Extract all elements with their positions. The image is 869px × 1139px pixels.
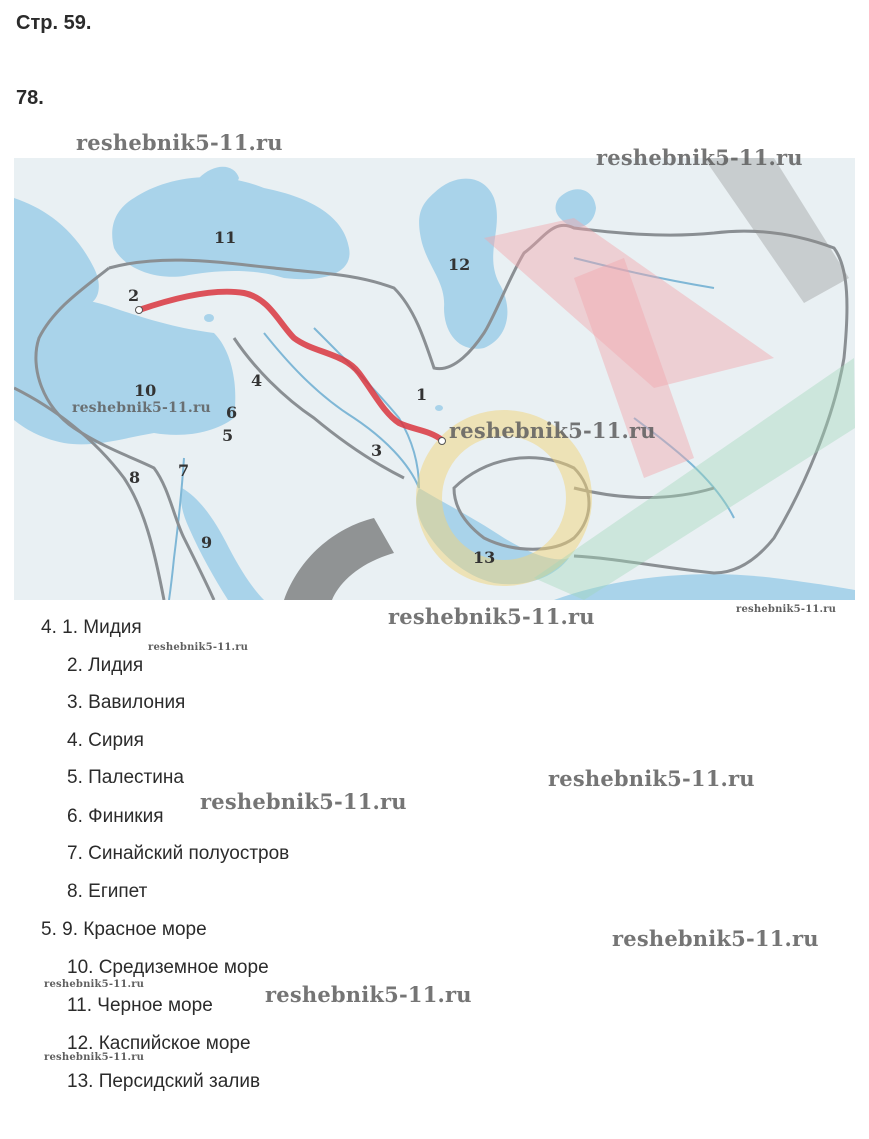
answer-item xyxy=(67,655,143,677)
answer-text: Синайский полуостров xyxy=(88,843,290,864)
answer-text: Сирия xyxy=(88,730,144,751)
answer-item xyxy=(41,919,207,941)
answer-item xyxy=(41,617,142,639)
route-start-marker xyxy=(136,307,143,314)
answer-text: Вавилония xyxy=(88,692,186,713)
answer-text: Египет xyxy=(88,881,148,902)
watermark-text: reshebnik5-11.ru xyxy=(596,145,803,170)
map-label-4: 4 xyxy=(251,371,263,390)
answer-text: Средиземное море xyxy=(98,957,269,978)
answer-text: Мидия xyxy=(83,617,142,638)
answer-number: 6. xyxy=(67,806,83,827)
map-label-9: 9 xyxy=(201,533,213,552)
watermark-text: reshebnik5-11.ru xyxy=(612,926,819,951)
answer-number: 3. xyxy=(67,692,83,713)
watermark-text: reshebnik5-11.ru xyxy=(200,789,407,814)
map-label-6: 6 xyxy=(226,403,238,422)
answer-number: 7. xyxy=(67,843,83,864)
answer-text: Черное море xyxy=(97,995,213,1016)
watermark-text: reshebnik5-11.ru xyxy=(44,1052,145,1063)
watermark-text: reshebnik5-11.ru xyxy=(44,979,145,990)
answer-text: Лидия xyxy=(88,655,144,676)
answer-group-number: 4. xyxy=(41,617,57,638)
map-label-7: 7 xyxy=(178,461,190,480)
answer-number: 4. xyxy=(67,730,83,751)
watermark-text: reshebnik5-11.ru xyxy=(449,418,656,443)
lake xyxy=(435,405,443,411)
map-label-10: 10 xyxy=(134,381,157,400)
answer-item xyxy=(67,767,184,789)
answer-number: 10. xyxy=(67,957,94,978)
answer-number: 8. xyxy=(67,881,83,902)
answer-number: 9. xyxy=(62,919,78,940)
task-number: 78. xyxy=(16,87,44,109)
map-label-12: 12 xyxy=(448,255,471,274)
answer-group-number: 5. xyxy=(41,919,57,940)
answer-text: Финикия xyxy=(88,806,164,827)
answer-number: 13. xyxy=(67,1071,94,1092)
map-graphic xyxy=(14,158,855,600)
answer-item xyxy=(67,957,269,979)
watermark-text: reshebnik5-11.ru xyxy=(72,400,211,416)
answer-number: 12. xyxy=(67,1033,94,1054)
answer-number: 5. xyxy=(67,767,83,788)
answer-number: 11. xyxy=(67,995,93,1016)
answer-item xyxy=(67,1071,260,1093)
map-label-3: 3 xyxy=(371,441,383,460)
answer-item xyxy=(67,1033,251,1055)
answer-text: Каспийское море xyxy=(98,1033,251,1054)
answer-text: Палестина xyxy=(88,767,184,788)
route-end-marker xyxy=(439,438,446,445)
historical-map xyxy=(14,158,855,600)
answer-item xyxy=(67,995,213,1017)
watermark-text: reshebnik5-11.ru xyxy=(388,604,595,629)
map-label-2: 2 xyxy=(128,286,140,305)
watermark-text: reshebnik5-11.ru xyxy=(148,642,249,653)
watermark-text: reshebnik5-11.ru xyxy=(265,982,472,1007)
answer-item xyxy=(67,692,185,714)
map-label-8: 8 xyxy=(129,468,141,487)
answer-number: 1. xyxy=(62,617,78,638)
watermark-text: reshebnik5-11.ru xyxy=(736,604,837,615)
map-label-1: 1 xyxy=(416,385,428,404)
lake xyxy=(204,314,214,322)
watermark-text: reshebnik5-11.ru xyxy=(76,130,283,155)
answer-item xyxy=(67,843,289,865)
map-label-11: 11 xyxy=(214,228,237,247)
map-label-5: 5 xyxy=(222,426,234,445)
map-label-13: 13 xyxy=(473,548,496,567)
answer-item xyxy=(67,806,164,828)
page-reference: Стр. 59. xyxy=(16,12,92,34)
answer-item xyxy=(67,730,144,752)
answer-text: Красное море xyxy=(83,919,207,940)
watermark-text: reshebnik5-11.ru xyxy=(548,766,755,791)
answer-item xyxy=(67,881,147,903)
answer-text: Персидский залив xyxy=(98,1071,261,1092)
answer-number: 2. xyxy=(67,655,83,676)
